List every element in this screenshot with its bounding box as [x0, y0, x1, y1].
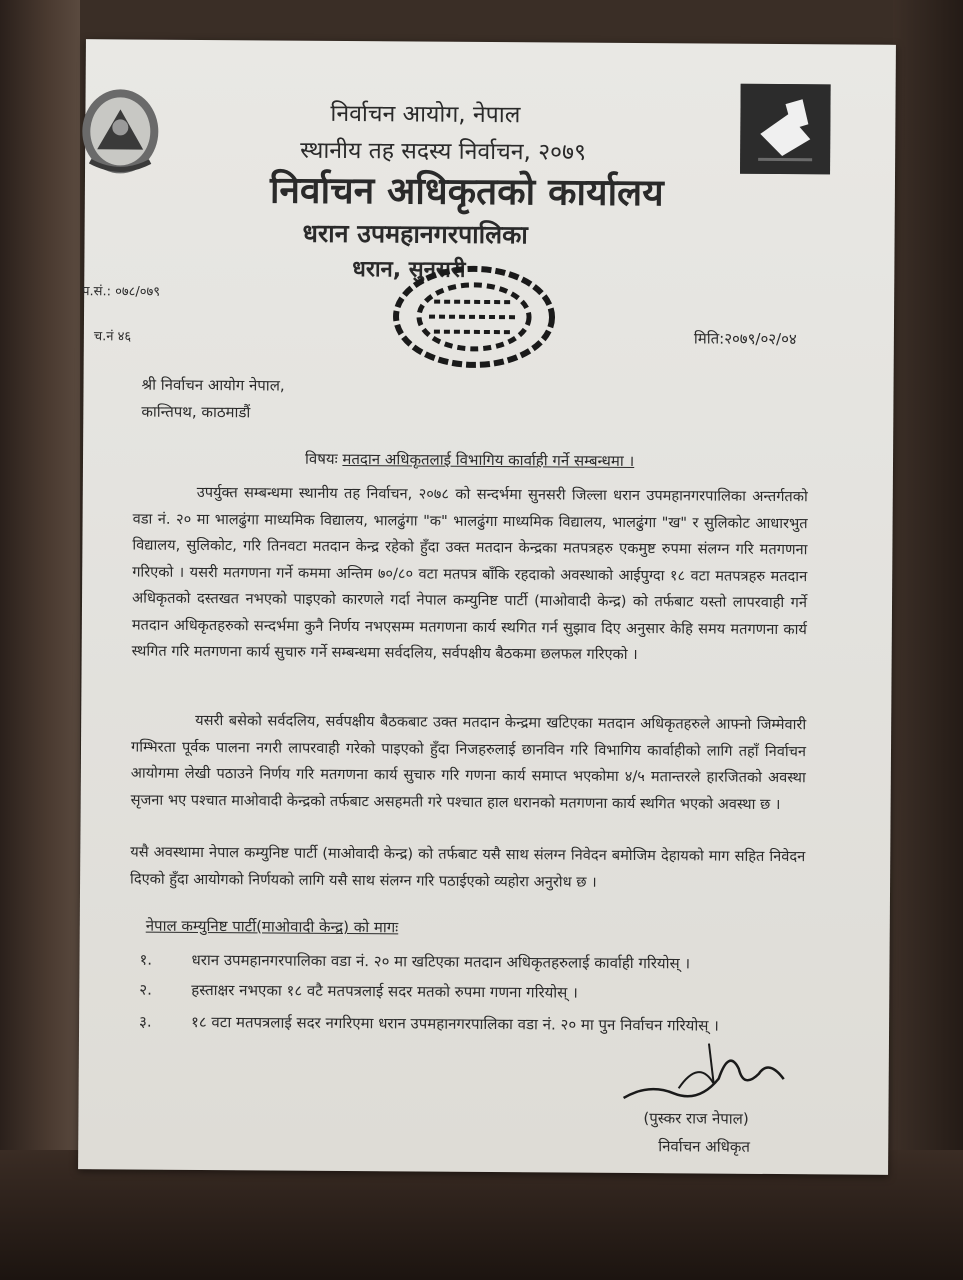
signatory-name: (पुस्कर राज नेपाल) — [643, 1109, 749, 1128]
official-stamp-icon — [384, 261, 565, 372]
subject-label: विषयः — [304, 449, 338, 468]
header-office-title: निर्वाचन अधिकृतको कार्यालय — [269, 168, 664, 215]
background-table-left — [0, 0, 80, 1280]
letter-paper — [78, 39, 896, 1175]
demand-item: १८ वटा मतपत्रलाई सदर नगरिएमा धरान उपमहानगरपालिका वडा नं. २० मा पुन निर्वाचन गरियोस् । — [191, 1012, 719, 1035]
demand-number: २. — [139, 980, 152, 999]
dispatch-number: च.नं ४६ — [93, 329, 132, 345]
addressee-line-1: श्री निर्वाचन आयोग नेपाल, — [141, 375, 285, 395]
background-table-right — [893, 0, 963, 1280]
body-paragraph-1: उपर्युक्त सम्बन्धमा स्थानीय तह निर्वाचन, २०७८ को सन्दर्भमा सुनसरी जिल्ला धरान उपमहानगरपालिका अन्तर्गतको वडा नं. २० मा भालढुंगा माध्यमिक विद्यालय, भालढुंगा "क" भालढुंगा माध्यमिक विद्यालय, भालढुंगा "ख" र सुलिकोट आधारभुत विद्यालय, सुलिकोट, गरि तिनवटा मतदान केन्द्र रहेको हुँदा उक्त मतदान केन्द्रका मतपत्रहरु एकमुष्ट रुपमा संलग्न गरि मतगणना गरिएको । यसरी मतगणना गर्ने कममा अन्तिम ७०/८० वटा मतपत्र बाँकि रहदाको अवस्थाको आईपुग्दा १८ वटा मतपत्रहरु मतदान अधिकृतको दस्तखत नभएको पाइएको कारणले गर्दा नेपाल कम्युनिष्ट पार्टी (माओवादी केन्द्र) को तर्फबाट यस्तो लापरवाही गर्ने मतदान अधिकृतहरुको सन्दर्भमा कुनै निर्णय नभएसम्म मतगणना कार्य स्थगित गर्न सुझाव दिए अनुसार केहि समय मतगणना कार्य स्थगित गरि मतगणना कार्य सुचारु गर्ने सम्बन्धमा सर्वदलिय, सर्वपक्षीय बैठकमा छलफल गरिएको । — [131, 483, 808, 664]
body-paragraph-2: यसरी बसेको सर्वदलिय, सर्वपक्षीय बैठकबाट उक्त मतदान केन्द्रमा खटिएका मतदान अधिकृतहरुले आफ्नो जिम्मेवारी गम्भिरता पूर्वक पालना नगरी लापरवाही गरेको पाइएको हुँदा निजहरुलाई छानविन गरि विभागिय कार्वाहीको लागि तहाँ निर्वाचन आयोगमा लेखी पठाउने निर्णय गरि मतगणना कार्य सुचारु गरि गणना कार्य समाप्त भएकोमा ४/५ मतान्तरले हारजितको अवस्था सृजना भए पश्चात माओवादी केन्द्रको तर्फबाट असहमती गरे पश्चात हाल धरानको मतगणना कार्य स्थगित भएको अवस्था छ । — [130, 711, 807, 813]
nepal-emblem-icon — [75, 79, 166, 180]
header-election-name: स्थानीय तह सदस्य निर्वाचन, २०७९ — [300, 137, 587, 166]
demand-number: ३. — [139, 1012, 152, 1031]
header-commission: निर्वाचन आयोग, नेपाल — [330, 100, 521, 129]
addressee-line-2: कान्तिपथ, काठमाडौं — [141, 402, 251, 422]
demand-item: हस्ताक्षर नभएका १८ वटै मतपत्रलाई सदर मतको रुपमा गणना गरियोस् । — [191, 980, 578, 1002]
header-municipality: धरान उपमहानगरपालिका — [302, 218, 528, 250]
letter-date: मिति:२०७९/०२/०४ — [693, 329, 797, 349]
subject-text: मतदान अधिकृतलाई विभागिय कार्वाही गर्ने सम्बन्धमा । — [342, 449, 635, 471]
header-location: धरान, सुनसरी — [352, 257, 466, 283]
signature-icon — [619, 1038, 799, 1109]
demand-item: धरान उपमहानगरपालिका वडा नं. २० मा खटिएका मतदान अधिकृतहरुलाई कार्वाही गरियोस् । — [191, 950, 691, 973]
signatory-role: निर्वाचन अधिकृत — [658, 1137, 751, 1156]
demand-number: १. — [139, 950, 153, 969]
demands-heading: नेपाल कम्युनिष्ट पार्टी(माओवादी केन्द्र) को मागः — [145, 916, 399, 937]
election-commission-logo-icon — [740, 84, 831, 175]
subject-line — [305, 449, 634, 471]
body-paragraph-3: यसै अवस्थामा नेपाल कम्युनिष्ट पार्टी (माओवादी केन्द्र) को तर्फबाट यसै साथ संलग्न निवेदन बमोजिम देहायको माग सहित निवेदन दिएको हुँदा आयोगको निर्णयको लागि यसै साथ संलग्न गरि पठाईएको व्यहोरा अनुरोध छ । — [130, 843, 806, 891]
reference-number: प.सं.: ०७८/०७९ — [82, 284, 161, 300]
